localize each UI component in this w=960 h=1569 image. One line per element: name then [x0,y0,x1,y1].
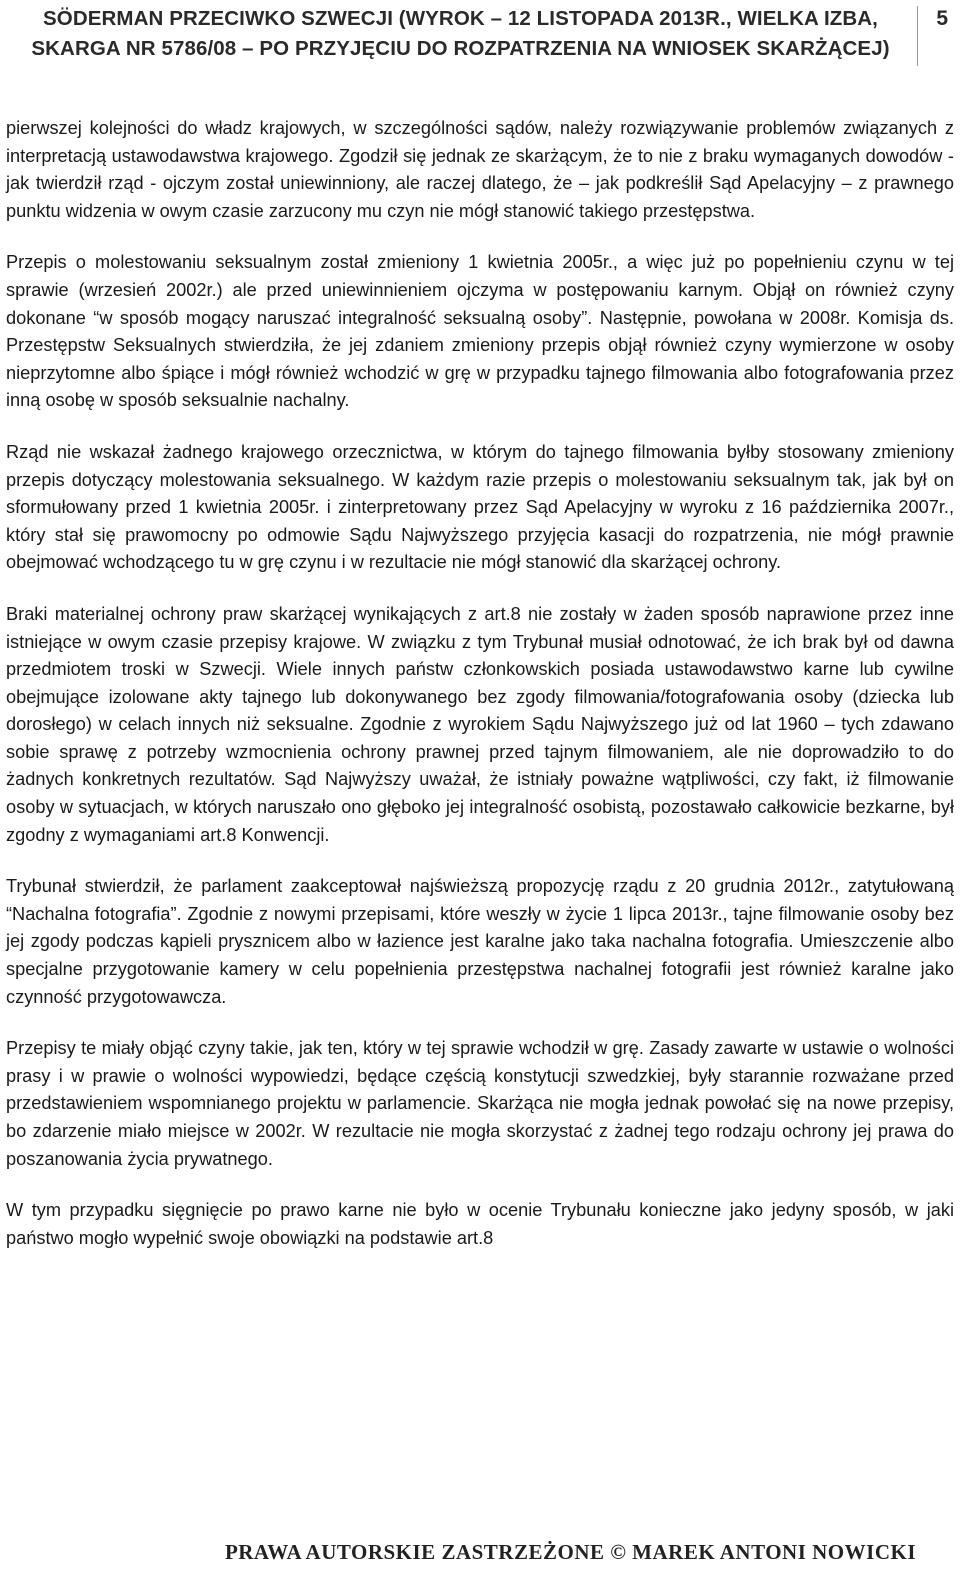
paragraph-4: Braki materialnej ochrony praw skarżącej wynikających z art.8 nie zostały w żaden sposób naprawione przez inne istniejące w owym czasie przepisy krajowe. W związku z tym Trybunał musiał odnotować, że ich brak był od dawna przedmiotem troski w Szwecji. Wiele innych państw członkowskich posiada ustawodawstwo karne lub cywilne obejmujące izolowane akty tajnego lub dokonywanego bez zgody filmowania/fotografowania osoby (dziecka lub dorosłego) w celach innych niż seksualne. Zgodnie z wyrokiem Sądu Najwyższego już od lat 1960 – tych zdawano sobie sprawę z potrzeby wzmocnienia ochrony prawnej przed tajnym filmowaniem, ale nie doprowadziło to do żadnych konkretnych rezultatów. Sąd Najwyższy uważał, że istniały poważne wątpliwości, czy fakt, iż filmowanie osoby w sytuacjach, w których naruszało ono głęboko jej integralność osobistą, pozostawało całkowicie bezkarne, był zgodny z wymaganiami art.8 Konwencji. [6,603,954,845]
paragraph-1: pierwszej kolejności do władz krajowych, w szczególności sądów, należy rozwiązywanie problemów związanych z interpretacją ustawodawstwa krajowego. Zgodził się jednak ze skarżącym, że to nie z braku wymaganych dowodów - jak twierdził rząd - ojczym został uniewinniony, ale raczej dlatego, że – jak podkreślił Sąd Apelacyjny – z prawnego punktu widzenia w owym czasie zarzucony mu czyn nie mógł stanowić takiego przestępstwa. [6,118,954,221]
page-header [8,4,952,64]
running-title [8,4,913,64]
document-body [6,115,954,1276]
copyright-footer: PRAWA AUTORSKIE ZASTRZEŻONE © MAREK ANTONI NOWICKI [224,1540,916,1564]
paragraph-2: Przepis o molestowaniu seksualnym został zmieniony 1 kwietnia 2005r., a więc już po popełnieniu czynu w tej sprawie (wrzesień 2002r.) ale przed uniewinnieniem ojczyma w postępowaniu karnym. Objął on również czyny dokonane “w sposób mogący naruszać integralność seksualną osoby”. Następnie, powołana w 2008r. Komisja ds. Przestępstw Seksualnych stwierdziła, że jej zdaniem zmieniony przepis objął również czyny wymierzone w osoby nieprzytomne albo śpiące i mógł również wchodzić w grę w przypadku tajnego filmowania albo fotografowania przez inną osobę w sposób seksualnie nachalny. [6,252,954,411]
paragraph-6: Przepisy te miały objąć czyny takie, jak ten, który w tej sprawie wchodził w grę. Zasady zawarte w ustawie o wolności prasy i w prawie o wolności wypowiedzi, będące częścią konstytucji szwedzkiej, były starannie rozważane przed przedstawieniem wspomnianego projektu w parlamencie. Skarżąca nie mogła jednak powołać się na nowe przepisy, bo zdarzenie miało miejsce w 2002r. W rezultacie nie mogła skorzystać z żadnej tego rodzaju ochrony jej prawa do poszanowania życia prywatnego. [6,1038,954,1169]
paragraph-7: W tym przypadku sięgnięcie po prawo karne nie było w ocenie Trybunału konieczne jako jedyny sposób, w jaki państwo mogło wypełnić swoje obowiązki na podstawie art.8 [6,1200,954,1248]
header-divider [917,6,918,66]
paragraph-5: Trybunał stwierdził, że parlament zaakceptował najświeższą propozycję rządu z 20 grudnia 2012r., zatytułowaną “Nachalna fotografia”. Zgodnie z nowymi przepisami, które weszły w życie 1 lipca 2013r., tajne filmowanie osoby bez jej zgody podczas kąpieli prysznicem albo w łazience jest karalne jako taka nachalna fotografia. Umieszczenie albo specjalne przygotowanie kamery w celu popełnienia przestępstwa nachalnej fotografii jest również karalne jako czynność przygotowawcza. [6,876,954,1007]
running-title-line-2: SKARGA NR 5786/08 – PO PRZYJĘCIU DO ROZPATRZENIA NA WNIOSEK SKARŻĄCEJ) [31,37,890,60]
page-number: 5 [936,7,948,30]
paragraph-3: Rząd nie wskazał żadnego krajowego orzecznictwa, w którym do tajnego filmowania byłby stosowany zmieniony przepis dotyczący molestowania seksualnego. W każdym razie przepis o molestowaniu seksualnym tak, jak był on sformułowany przed 1 kwietnia 2005r. i zinterpretowany przez Sąd Apelacyjny w wyroku z 16 października 2007r., który stał się prawomocny po odmowie Sądu Najwyższego przyjęcia kasacji do rozpatrzenia, nie mógł prawnie obejmować wchodzącego tu w grę czynu i w rezultacie nie mógł stanowić dla skarżącej ochrony. [6,441,954,573]
running-title-line-1: SÖDERMAN PRZECIWKO SZWECJI (WYROK – 12 LISTOPADA 2013R., WIELKA IZBA, [43,7,878,30]
